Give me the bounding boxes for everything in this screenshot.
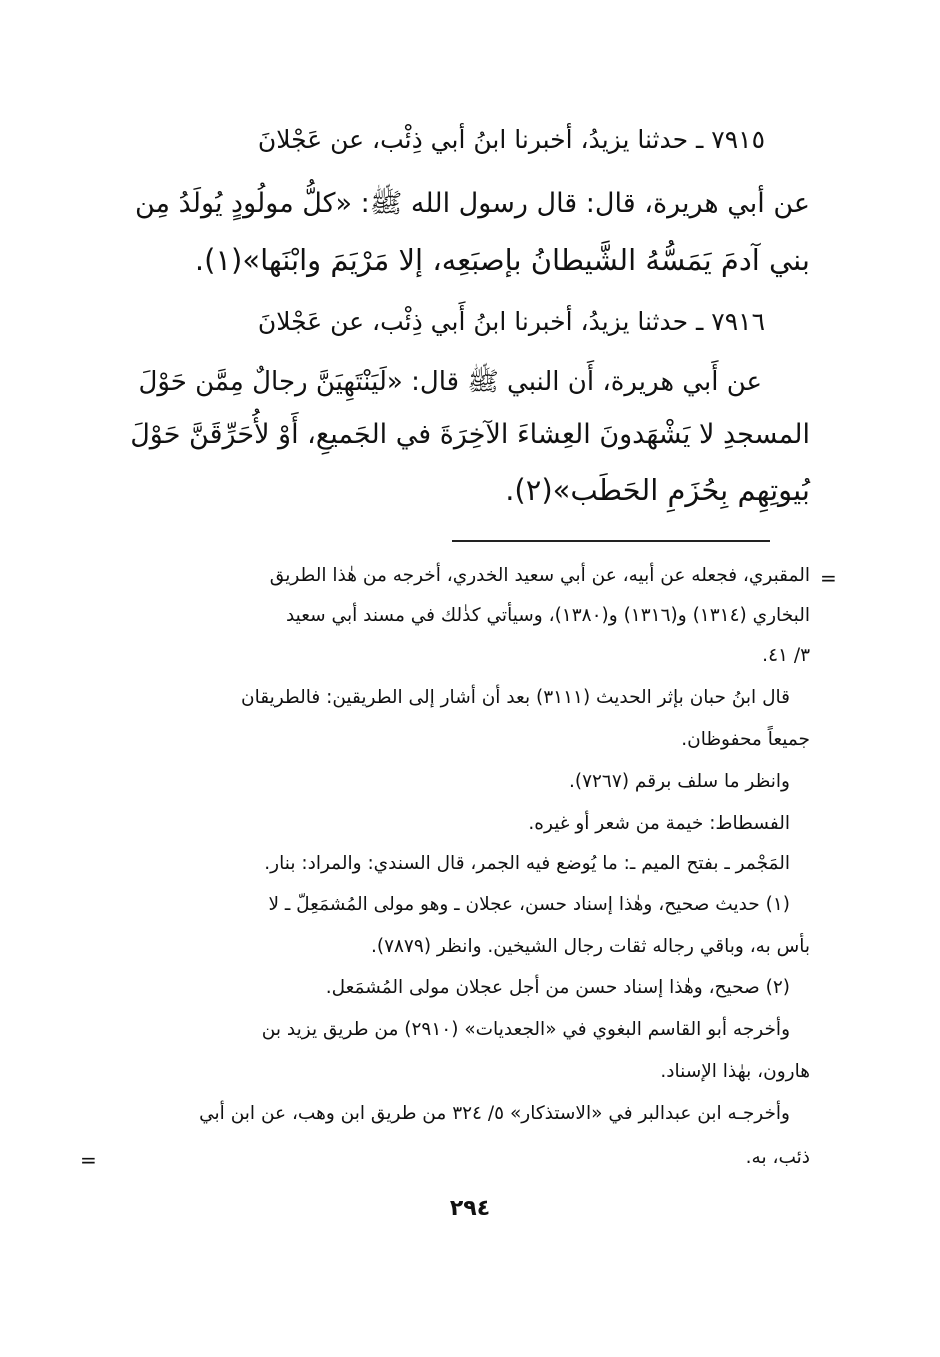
- footnote-1-line-2: بأس به، وباقي رجاله ثقات رجال الشيخين. وانظر (٧٨٧٩).: [370, 936, 810, 957]
- hadith-7916-line-2: المسجدِ لا يَشْهَدونَ العِشاءَ الآخِرَةَ في الجَميعِ، أَوْ لأُحَرِّقَنَّ حَوْلَ: [130, 419, 810, 450]
- footnote-fustat: الفسطاط: خيمة من شعر أو غيره.: [528, 813, 790, 834]
- footnote-continued-line-1: المقبري، فجعله عن أبيه، عن أبي سعيد الخدري، أخرجه من هٰذا الطريق: [269, 565, 810, 586]
- footnote-ibn-abd-albarr-line-1: وأخرجـه ابن عبدالبر في «الاستذكار» ٥/ ٣٢٤ من طريق ابن وهب، عن ابن أبي: [199, 1103, 790, 1124]
- continuation-mark-top: =: [820, 566, 837, 590]
- footnote-1-line-1: (١) حديث صحيح، وهٰذا إسناد حسن، عجلان ـ وهو مولى المُشمَعِلّ ـ لا: [268, 894, 790, 915]
- page-number: ٢٩٤: [449, 1196, 491, 1221]
- footnote-ibn-hibban-line-1: قال ابنُ حبان بإثر الحديث (٣١١١) بعد أن أشار إلى الطريقين: فالطريقان: [240, 687, 790, 708]
- footnote-baghawi-line-1: وأخرجه أبو القاسم البغوي في «الجعديات» (٢٩١٠) من طريق يزيد بن: [261, 1019, 790, 1040]
- footnote-ibn-hibban-line-2: جميعاً محفوظان.: [681, 729, 810, 750]
- hadith-7915-chain: ٧٩١٥ ـ حدثنا يزيدُ، أخبرنا ابنُ أبي ذِئْب، عن عَجْلانَ: [257, 125, 765, 154]
- footnote-see-also: وانظر ما سلف برقم (٧٢٦٧).: [568, 771, 790, 792]
- footnote-baghawi-line-2: هارون، بهٰذا الإسناد.: [660, 1061, 810, 1082]
- footnote-mijmar: المَجْمر ـ بفتح الميم ـ: ما يُوضع فيه الجمر، قال السندي: والمراد: بنار.: [264, 853, 790, 874]
- hadith-7915-line-2: بني آدمَ يَمَسُّهُ الشَّيطانُ بإصبَعِه، إلا مَرْيَمَ وابْنَها»(١).: [194, 243, 810, 277]
- continuation-mark-bottom: =: [80, 1148, 97, 1172]
- footnote-continued-line-3: ٣/ ٤١.: [762, 645, 810, 666]
- footnote-2-line-1: (٢) صحيح، وهٰذا إسناد حسن من أجل عجلان مولى المُشمَعل.: [325, 977, 790, 998]
- hadith-7916-line-1: عن أَبي هريرة، أَن النبي ﷺ قال: «لَيَنْتَهِيَنَّ رجالٌ مِمَّن حَوْلَ: [138, 367, 762, 397]
- footnote-ibn-abd-albarr-line-2: ذئب، به.: [745, 1147, 810, 1168]
- hadith-7916-line-3: بُيوتِهِم بِحُزَمِ الحَطَب»(٢).: [505, 473, 810, 507]
- footnote-continued-line-2: البخاري (١٣١٤) و(١٣١٦) و(١٣٨٠)، وسيأتي كذٰلك في مسند أبي سعيد: [285, 605, 810, 626]
- hadith-7915-line-1: عن أبي هريرة، قال: قال رسول الله ﷺ: «كلُّ مولُودٍ يُولَدُ مِن: [135, 188, 810, 219]
- footnote-separator: [452, 540, 770, 542]
- hadith-7916-chain: ٧٩١٦ ـ حدثنا يزيدُ، أخبرنا ابنُ أَبي ذِئْب، عن عَجْلانَ: [257, 307, 765, 336]
